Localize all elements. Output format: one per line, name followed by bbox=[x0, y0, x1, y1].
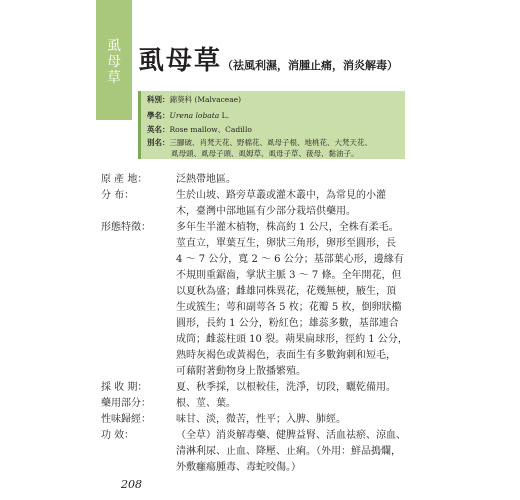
family-latin: (Malvaceae) bbox=[194, 95, 242, 104]
side-tab-char: 母 bbox=[107, 54, 121, 70]
scientific-name-author: L. bbox=[219, 111, 229, 120]
classification-box bbox=[138, 91, 405, 159]
english-name-label: 英名： bbox=[147, 125, 170, 134]
section-side-tab bbox=[96, 0, 132, 120]
harvest-text: 夏、秋季採，以根較佳，洗淨，切段，曬乾備用。 bbox=[176, 382, 396, 393]
morphology-text-line: 以夏秋為盛；雌雄同株異花，花幾無梗，腋生，頂 bbox=[176, 286, 396, 297]
distribution-text-line: 木，臺灣中部地區有少部分栽培供藥用。 bbox=[176, 206, 356, 217]
side-tab-char: 虱 bbox=[107, 38, 121, 54]
medicinal-part-text: 根、莖、葉。 bbox=[176, 398, 236, 409]
properties-label: 性味歸經： bbox=[101, 414, 151, 425]
efficacy-text-line: 清淋利尿、止血、降壓、止痢。（外用：鮮品搗爛， bbox=[176, 446, 401, 457]
efficacy-text-line: 外敷癰瘍腫毒、毒蛇咬傷。） bbox=[176, 462, 301, 473]
morphology-text-line: 4 ～ 7 公分，寬 2 ～ 6 公分；基部葉心形，邊緣有 bbox=[176, 254, 404, 265]
origin-label: 原 產 地： bbox=[101, 174, 148, 185]
english-name-row bbox=[147, 124, 252, 135]
efficacy-label: 功 效： bbox=[101, 430, 135, 441]
page-number: 208 bbox=[121, 478, 142, 491]
english-name-value: Rose mallow、Cadillo bbox=[169, 125, 252, 134]
alias-line-1: 三腳破、肖梵天花、野棉花、虱母子根、地桃花、大梵天花、 bbox=[169, 138, 372, 147]
alias-label: 別名： bbox=[147, 138, 170, 147]
morphology-text-line: 圓形，長約 1 公分，粉紅色；雄蕊多數，基部連合 bbox=[176, 318, 399, 329]
properties-text: 味甘、淡，微苦，性平；入脾、肺經。 bbox=[176, 414, 346, 425]
scientific-name-label: 學名： bbox=[147, 111, 170, 120]
family-label: 科別： bbox=[147, 95, 170, 104]
alias-row bbox=[147, 137, 372, 148]
alias-line-2: 虱母頭、虱母子頭、虱姆草、虱母子草、菝母、黏油子。 bbox=[171, 149, 359, 158]
morphology-text-line: 成筒；雌蕊柱頭 10 裂。蒴果扁球形，徑約 1 公分， bbox=[176, 334, 408, 345]
medicinal-part-label: 藥用部分： bbox=[101, 398, 151, 409]
distribution-label: 分 布： bbox=[101, 190, 135, 201]
morphology-text-line: 莖直立，單葉互生，卵狀三角形，卵形至圓形，長 bbox=[176, 238, 396, 249]
scientific-name-row bbox=[147, 110, 229, 121]
morphology-text-line: 生或簇生；萼和副萼各 5 枚；花瓣 5 枚，倒卵狀橢 bbox=[176, 302, 402, 313]
side-tab-label bbox=[96, 38, 132, 86]
morphology-text-line: 熟時灰褐色或黃褐色，表面生有多數鉤刺和短毛， bbox=[176, 350, 396, 361]
plant-name-heading: 虱母草 bbox=[138, 46, 223, 76]
plant-effect-subtitle: （祛風利濕，消腫止痛，消炎解毒） bbox=[222, 59, 399, 72]
morphology-label: 形態特徵： bbox=[101, 222, 151, 233]
morphology-text-line: 多年生半灌木植物，株高約 1 公尺，全株有柔毛。 bbox=[176, 222, 399, 233]
family-row bbox=[147, 94, 241, 105]
family-value: 錦葵科 bbox=[169, 95, 192, 104]
harvest-label: 採 收 期： bbox=[101, 382, 148, 393]
origin-text: 泛熱帶地區。 bbox=[176, 174, 236, 185]
morphology-text-line: 可藉附著動物身上散播繁殖。 bbox=[176, 366, 306, 377]
morphology-text-line: 不規則重鋸齒，掌狀主脈 3 ～ 7 條。全年開花，但 bbox=[176, 270, 402, 281]
side-tab-char: 草 bbox=[107, 70, 121, 86]
alias-continuation-row bbox=[171, 148, 359, 159]
plant-title bbox=[138, 40, 498, 80]
efficacy-text-line: （全草）消炎解毒藥、健脾益腎、活血祛瘀、涼血、 bbox=[176, 430, 406, 441]
distribution-text-line: 生於山坡、路旁草叢或灌木叢中，為常見的小灌 bbox=[176, 190, 386, 201]
scientific-name-value: Urena lobata bbox=[169, 111, 220, 120]
